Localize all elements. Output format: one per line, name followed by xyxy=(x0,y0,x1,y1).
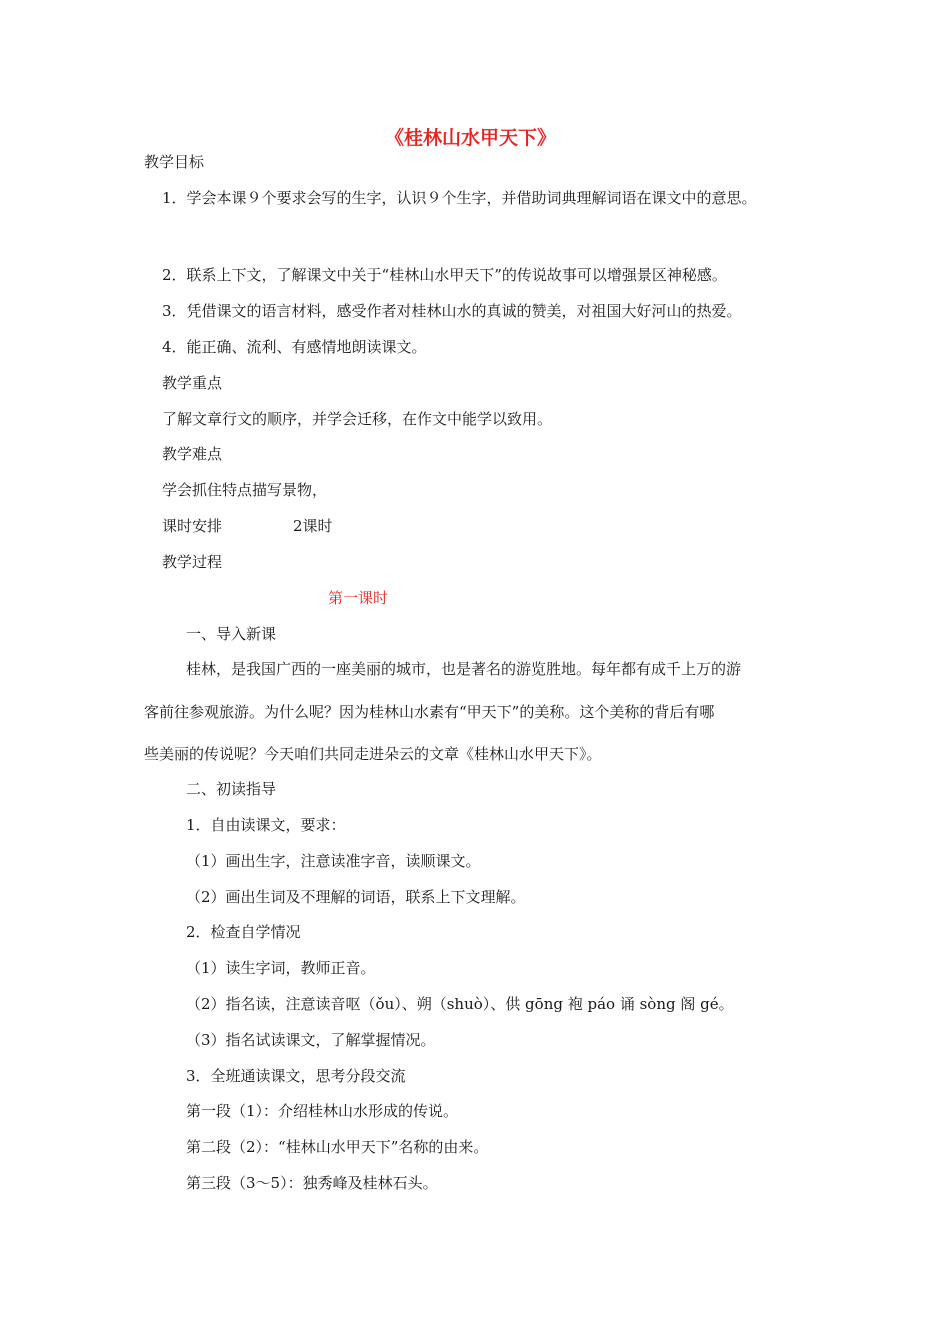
objective-item: 3．凭借课文的语言材料，感受作者对桂林山水的真诚的赞美，对祖国大好河山的热爱。 xyxy=(162,302,742,320)
intro-line: 些美丽的传说呢？今天咱们共同走进朵云的文章《桂林山水甲天下》。 xyxy=(144,745,602,763)
section-heading: 二、初读指导 xyxy=(186,780,277,798)
section-heading: 一、导入新课 xyxy=(186,625,277,643)
step-item: （1）画出生字，注意读准字音，读顺课文。 xyxy=(186,852,481,870)
schedule-label: 课时安排 xyxy=(162,517,223,535)
step-item: （2）指名读，注意读音呕（ǒu）、朔（shuò）、供 gōng 袍 páo 诵 sòng 阁 gé。 xyxy=(186,995,734,1013)
key-points-heading: 教学重点 xyxy=(162,374,223,392)
objectives-heading: 教学目标 xyxy=(144,153,205,171)
step-item: （2）画出生词及不理解的词语，联系上下文理解。 xyxy=(186,888,526,906)
objective-item: 4．能正确、流利、有感情地朗读课文。 xyxy=(162,338,427,356)
difficulties-heading: 教学难点 xyxy=(162,445,223,463)
difficulties-text: 学会抓住特点描写景物， xyxy=(162,481,328,499)
objective-item: 1．学会本课９个要求会写的生字，认识９个生字，并借助词典理解词语在课文中的意思。 xyxy=(162,189,757,207)
paragraph-summary: 第三段（3～5）：独秀峰及桂林石头。 xyxy=(186,1174,438,1192)
intro-line: 桂林，是我国广西的一座美丽的城市，也是著名的游览胜地。每年都有成千上万的游 xyxy=(186,660,742,678)
process-heading: 教学过程 xyxy=(162,553,223,571)
key-points-text: 了解文章行文的顺序，并学会迁移，在作文中能学以致用。 xyxy=(162,410,553,428)
step-heading: 1．自由读课文，要求： xyxy=(186,816,346,834)
step-heading: 3．全班通读课文，思考分段交流 xyxy=(186,1067,406,1085)
schedule-value: 2课时 xyxy=(293,517,333,535)
document-title: 《桂林山水甲天下》 xyxy=(385,127,557,149)
paragraph-summary: 第一段（1）：介绍桂林山水形成的传说。 xyxy=(186,1102,459,1120)
lesson-title: 第一课时 xyxy=(328,589,389,607)
objective-item: 2．联系上下文，了解课文中关于“桂林山水甲天下”的传说故事可以增强景区神秘感。 xyxy=(162,266,727,284)
step-item: （1）读生字词，教师正音。 xyxy=(186,959,376,977)
intro-line: 客前往参观旅游。为什么呢？因为桂林山水素有“甲天下”的美称。这个美称的背后有哪 xyxy=(144,703,715,721)
step-item: （3）指名试读课文，了解掌握情况。 xyxy=(186,1031,436,1049)
paragraph-summary: 第二段（2）：“桂林山水甲天下”名称的由来。 xyxy=(186,1138,489,1156)
step-heading: 2．检查自学情况 xyxy=(186,923,301,941)
